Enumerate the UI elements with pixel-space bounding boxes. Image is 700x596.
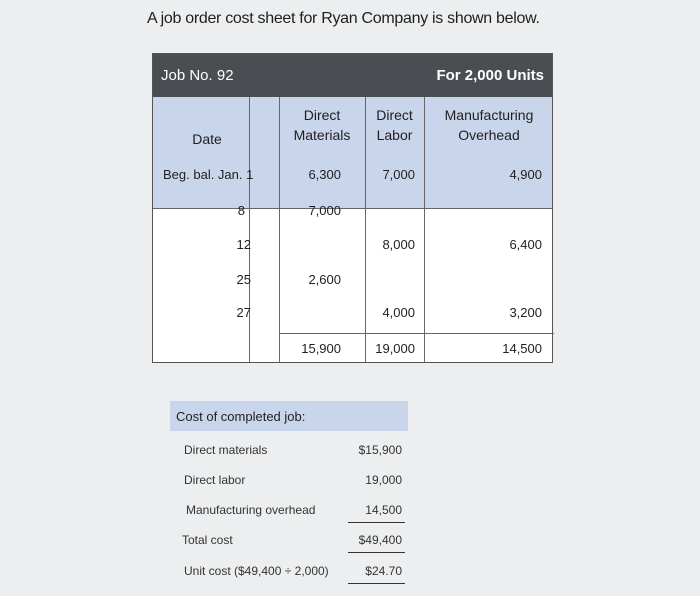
header-overhead-line2: Overhead [458, 127, 520, 143]
header-direct-labor-line1: Direct [376, 107, 413, 123]
row-overhead: 4,900 [509, 167, 542, 182]
total-direct-labor: 19,000 [375, 341, 415, 356]
units-label: For 2,000 Units [436, 67, 544, 84]
summary-value: $15,900 [358, 443, 402, 457]
total-overhead: 14,500 [502, 341, 542, 356]
summary-value: 14,500 [365, 503, 402, 517]
subtotal-rule [348, 522, 405, 523]
summary-label: Direct labor [184, 473, 246, 487]
row-overhead: 6,400 [509, 237, 542, 252]
summary-label: Unit cost ($49,400 ÷ 2,000) [184, 564, 329, 578]
unit-cost-rule [348, 583, 405, 584]
totals-rule [279, 333, 554, 334]
total-direct-materials: 15,900 [301, 341, 341, 356]
row-overhead: 3,200 [509, 305, 542, 320]
row-date: 12 [236, 237, 251, 252]
row-direct-labor: 4,000 [382, 305, 415, 320]
summary-title: Cost of completed job: [176, 409, 306, 424]
header-direct-materials-line1: Direct [303, 107, 341, 123]
job-order-cost-sheet [152, 53, 553, 363]
job-number: Job No. 92 [161, 67, 234, 84]
summary-value: 19,000 [365, 473, 402, 487]
row-date: 8 [237, 203, 245, 218]
total-rule [348, 552, 405, 553]
row-direct-materials: 7,000 [308, 203, 341, 218]
summary-label: Total cost [182, 533, 233, 547]
header-overhead-line1: Manufacturing [444, 107, 534, 123]
header-direct-labor-line2: Labor [376, 127, 413, 143]
row-direct-materials: 2,600 [308, 272, 341, 287]
header-direct-materials-line2: Materials [293, 127, 351, 143]
intro-text: A job order cost sheet for Ryan Company is shown below. [147, 10, 540, 27]
column-divider [249, 97, 250, 362]
summary-header [170, 401, 408, 431]
row-date: 27 [236, 305, 251, 320]
summary-value: $49,400 [358, 533, 402, 547]
cost-sheet-title-bar [153, 54, 552, 97]
summary-value: $24.70 [365, 564, 402, 578]
row-direct-labor: 8,000 [382, 237, 415, 252]
cost-of-completed-job [170, 401, 410, 596]
summary-label: Direct materials [184, 443, 268, 457]
header-date: Date [192, 131, 222, 147]
summary-label: Manufacturing overhead [186, 503, 316, 517]
row-direct-materials: 6,300 [308, 167, 341, 182]
row-date: Beg. bal. Jan. 1 [163, 167, 254, 182]
row-date: 25 [236, 272, 251, 287]
row-direct-labor: 7,000 [382, 167, 415, 182]
